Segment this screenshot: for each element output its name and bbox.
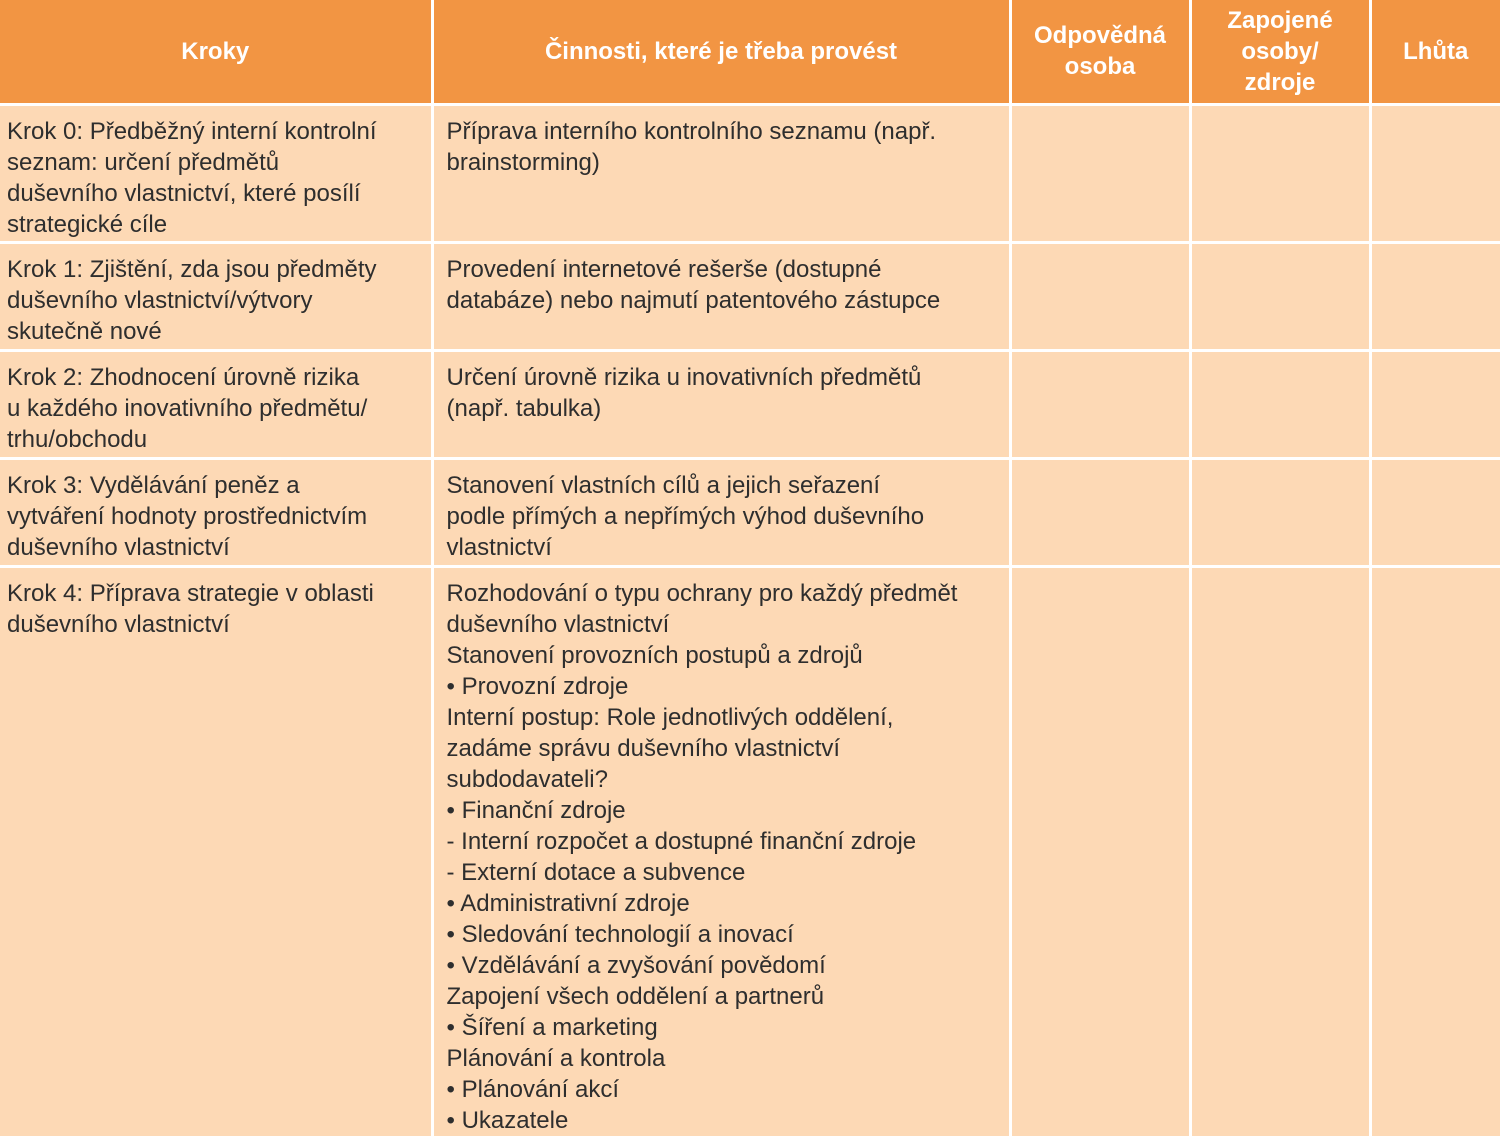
- header-row: [0, 0, 1500, 104]
- involved-resources-cell: [1190, 242, 1370, 350]
- responsible-person-cell: [1010, 104, 1190, 242]
- involved-resources-cell: [1190, 350, 1370, 458]
- step-cell: [0, 242, 432, 350]
- activities-cell: [432, 458, 1010, 566]
- activities-cell: [432, 104, 1010, 242]
- activity-text: (např. tabulka): [446, 394, 602, 422]
- activities-cell: [432, 242, 1010, 350]
- activity-text: - Interní rozpočet a dostupné finanční zdroje: [446, 827, 917, 855]
- deadline-cell: [1370, 104, 1500, 242]
- table-row: [0, 350, 1500, 458]
- responsible-person-cell: [1010, 350, 1190, 458]
- header-involved-resources: Zapojené osoby/ zdroje: [1190, 0, 1370, 104]
- activity-text: databáze) nebo najmutí patentového zástupce: [446, 286, 941, 314]
- activity-text: Interní postup: Role jednotlivých oddělení,: [446, 703, 894, 731]
- activity-text: Stanovení vlastních cílů a jejich seřazení: [446, 471, 881, 499]
- step-cell: [0, 566, 432, 1136]
- step-text: Krok 4: Příprava strategie v oblasti: [7, 579, 374, 607]
- deadline-cell: [1370, 566, 1500, 1136]
- table-row: [0, 242, 1500, 350]
- activity-text: • Šíření a marketing: [446, 1013, 658, 1041]
- activity-text: • Provozní zdroje: [446, 672, 629, 700]
- step-text: Krok 2: Zhodnocení úrovně rizika: [7, 363, 360, 391]
- responsible-person-cell: [1010, 566, 1190, 1136]
- activity-text: subdodavateli?: [446, 765, 608, 793]
- activity-text: Provedení internetové rešerše (dostupné: [446, 255, 882, 283]
- activity-text: Rozhodování o typu ochrany pro každý předmět: [446, 579, 958, 607]
- activity-text: Plánování a kontrola: [446, 1044, 666, 1072]
- step-text: duševního vlastnictví: [7, 533, 230, 561]
- step-text: duševního vlastnictví: [7, 610, 230, 638]
- step-text: duševního vlastnictví, které posílí: [7, 179, 361, 207]
- activity-text: duševního vlastnictví: [446, 610, 670, 638]
- table-row: [0, 566, 1500, 1136]
- deadline-cell: [1370, 350, 1500, 458]
- deadline-cell: [1370, 242, 1500, 350]
- activities-cell: [432, 566, 1010, 1136]
- step-text: Krok 1: Zjištění, zda jsou předměty: [7, 255, 377, 283]
- step-text: Krok 3: Vydělávání peněz a: [7, 471, 300, 499]
- step-text: Krok 0: Předběžný interní kontrolní: [7, 117, 377, 145]
- activity-text: Stanovení provozních postupů a zdrojů: [446, 641, 863, 669]
- responsible-person-cell: [1010, 458, 1190, 566]
- activity-text: - Externí dotace a subvence: [446, 858, 746, 886]
- step-text: duševního vlastnictví/výtvory: [7, 286, 313, 314]
- activities-cell: [432, 350, 1010, 458]
- activity-text: • Administrativní zdroje: [446, 889, 690, 917]
- step-text: trhu/obchodu: [7, 425, 148, 453]
- header-activities: Činnosti, které je třeba provést: [432, 0, 1010, 104]
- activity-text: • Sledování technologií a inovací: [446, 920, 794, 948]
- step-text: u každého inovativního předmětu/: [7, 394, 368, 422]
- step-text: skutečně nové: [7, 317, 162, 345]
- activity-text: • Ukazatele: [446, 1106, 569, 1134]
- step-text: vytváření hodnoty prostřednictvím: [7, 502, 368, 530]
- header-responsible-person: Odpovědná osoba: [1010, 0, 1190, 104]
- activity-text: vlastnictví: [446, 533, 552, 561]
- activity-text: podle přímých a nepřímých výhod duševního: [446, 502, 925, 530]
- activity-text: Příprava interního kontrolního seznamu (např.: [446, 117, 937, 145]
- activity-text: zadáme správu duševního vlastnictví: [446, 734, 841, 762]
- involved-resources-cell: [1190, 104, 1370, 242]
- activity-text: Určení úrovně rizika u inovativních předmětů: [446, 363, 922, 391]
- step-cell: [0, 458, 432, 566]
- activity-text: brainstorming): [446, 148, 600, 176]
- activity-text: • Plánování akcí: [446, 1075, 619, 1103]
- activity-text: • Vzdělávání a zvyšování povědomí: [446, 951, 826, 979]
- responsible-person-cell: [1010, 242, 1190, 350]
- step-text: seznam: určení předmětů: [7, 148, 280, 176]
- step-cell: [0, 104, 432, 242]
- step-text: strategické cíle: [7, 210, 168, 238]
- header-steps: Kroky: [0, 0, 432, 104]
- activity-text: Zapojení všech oddělení a partnerů: [446, 982, 825, 1010]
- deadline-cell: [1370, 458, 1500, 566]
- activity-text: • Finanční zdroje: [446, 796, 626, 824]
- involved-resources-cell: [1190, 566, 1370, 1136]
- involved-resources-cell: [1190, 458, 1370, 566]
- table-row: [0, 104, 1500, 242]
- header-deadline: Lhůta: [1370, 0, 1500, 104]
- step-cell: [0, 350, 432, 458]
- table-row: [0, 458, 1500, 566]
